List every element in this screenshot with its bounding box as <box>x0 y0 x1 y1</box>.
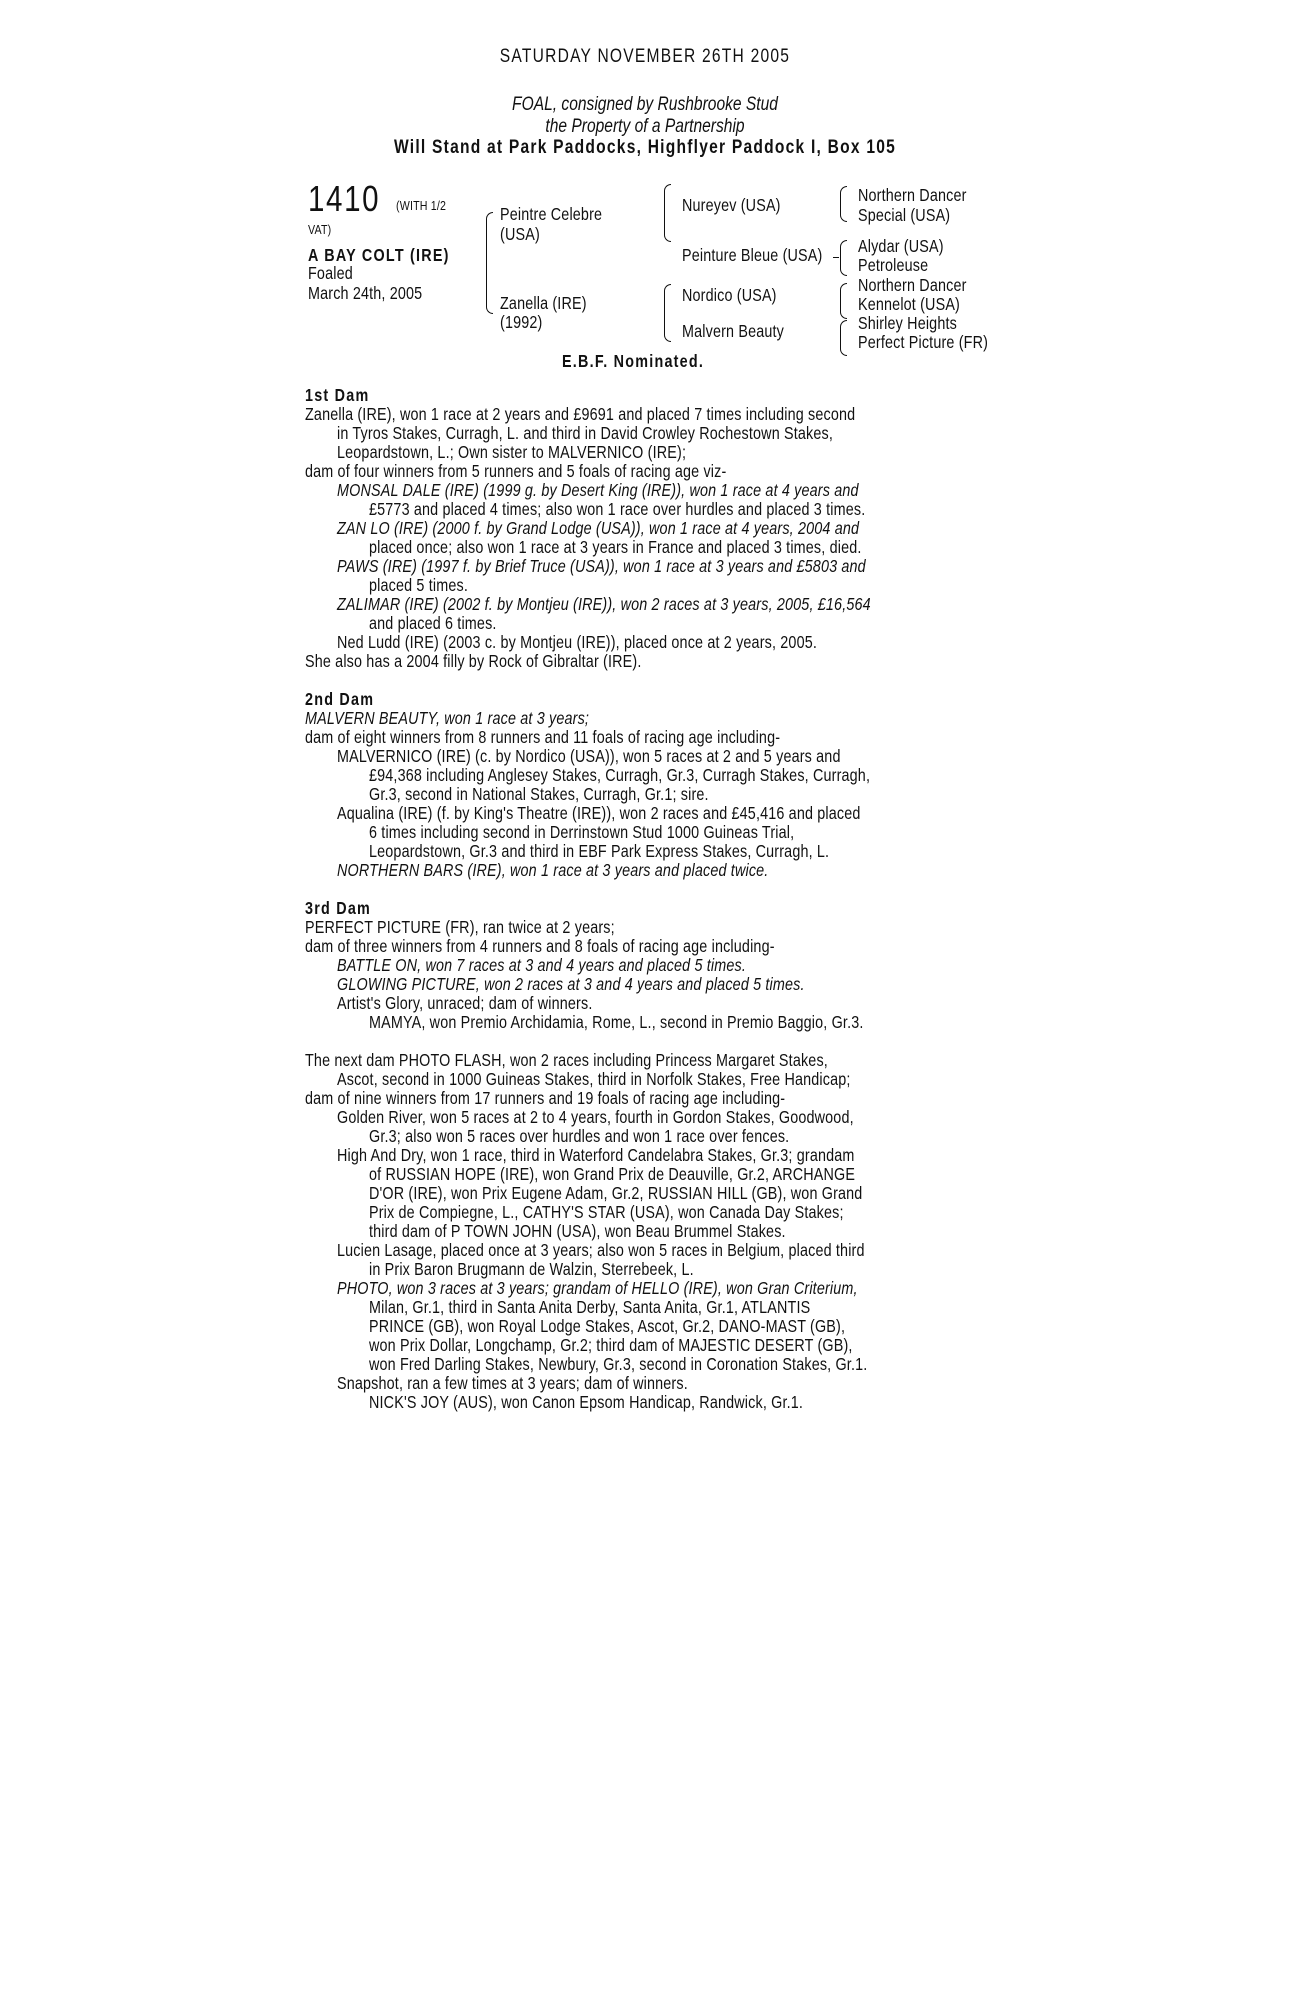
pedigree-dss: Northern Dancer <box>858 275 967 295</box>
text-line: dam of three winners from 4 runners and 8 foals of racing age including- <box>305 936 775 956</box>
brace-dd <box>840 320 847 356</box>
text-line: MONSAL DALE (IRE) (1999 g. by Desert King (IRE)), won 1 race at 4 years and <box>337 480 859 500</box>
foaled-date: March 24th, 2005 <box>308 283 423 303</box>
dam-line-brace <box>664 284 671 342</box>
text-line: Milan, Gr.1, third in Santa Anita Derby, Santa Anita, Gr.1, ATLANTIS <box>369 1297 811 1317</box>
text-line: ZAN LO (IRE) (2000 f. by Grand Lodge (USA)), won 1 race at 4 years, 2004 and <box>337 518 860 538</box>
pedigree-dds: Shirley Heights <box>858 313 957 333</box>
sale-date: SATURDAY NOVEMBER 26TH 2005 <box>499 46 791 67</box>
text-line: MALVERN BEAUTY, won 1 race at 3 years; <box>305 708 590 728</box>
text-line: BATTLE ON, won 7 races at 3 and 4 years and placed 5 times. <box>337 955 747 975</box>
brace-sd-stub <box>833 257 839 258</box>
brace-sd <box>840 240 847 276</box>
pedigree-dam-dam: Malvern Beauty <box>682 321 785 341</box>
text-line: Artist's Glory, unraced; dam of winners. <box>337 993 593 1013</box>
pedigree-sire-sire: Nureyev (USA) <box>682 195 781 215</box>
text-line: ZALIMAR (IRE) (2002 f. by Montjeu (IRE)), won 2 races at 3 years, 2005, £16,564 <box>337 594 871 614</box>
text-line: won Fred Darling Stakes, Newbury, Gr.3, second in Coronation Stakes, Gr.1. <box>369 1354 868 1374</box>
vat-note-cont: VAT) <box>308 222 332 237</box>
text-line: GLOWING PICTURE, won 2 races at 3 and 4 years and placed 5 times. <box>337 974 805 994</box>
text-line: Gr.3; also won 5 races over hurdles and won 1 race over fences. <box>369 1126 790 1146</box>
pedigree-dsd: Kennelot (USA) <box>858 294 961 314</box>
text-line: Leopardstown, L.; Own sister to MALVERNICO (IRE); <box>337 442 687 462</box>
pedigree-dam-sire: Nordico (USA) <box>682 285 777 305</box>
text-line: NORTHERN BARS (IRE), won 1 race at 3 years and placed twice. <box>337 860 769 880</box>
text-line: 3rd Dam <box>305 898 372 918</box>
text-line: of RUSSIAN HOPE (IRE), won Grand Prix de Deauville, Gr.2, ARCHANGE <box>369 1164 856 1184</box>
text-line: placed 5 times. <box>369 575 468 595</box>
text-line: dam of eight winners from 8 runners and 11 foals of racing age including- <box>305 727 781 747</box>
pedigree-ssd: Special (USA) <box>858 205 951 225</box>
text-line: 1st Dam <box>305 385 370 405</box>
text-line: She also has a 2004 filly by Rock of Gibraltar (IRE). <box>305 651 642 671</box>
text-line: Lucien Lasage, placed once at 3 years; also won 5 races in Belgium, placed third <box>337 1240 865 1260</box>
pedigree-sss: Northern Dancer <box>858 185 967 205</box>
text-line: Aqualina (IRE) (f. by King's Theatre (IRE)), won 2 races and £45,416 and placed <box>337 803 861 823</box>
text-line: dam of four winners from 5 runners and 5 foals of racing age viz- <box>305 461 727 481</box>
text-line: Zanella (IRE), won 1 race at 2 years and £9691 and placed 7 times including second <box>305 404 856 424</box>
text-line: MALVERNICO (IRE) (c. by Nordico (USA)), won 5 races at 2 and 5 years and <box>337 746 841 766</box>
text-line: Ned Ludd (IRE) (2003 c. by Montjeu (IRE)), placed once at 2 years, 2005. <box>337 632 818 652</box>
property-line: the Property of a Partnership <box>545 116 745 137</box>
text-line: 2nd Dam <box>305 689 375 709</box>
text-line: NICK'S JOY (AUS), won Canon Epsom Handicap, Randwick, Gr.1. <box>369 1392 804 1412</box>
text-line: PAWS (IRE) (1997 f. by Brief Truce (USA)), won 1 race at 3 years and £5803 and <box>337 556 866 576</box>
lot-title: A BAY COLT (IRE) <box>308 245 450 265</box>
text-line: in Tyros Stakes, Curragh, L. and third in David Crowley Rochestown Stakes, <box>337 423 834 443</box>
pedigree-ddd: Perfect Picture (FR) <box>858 332 989 352</box>
vat-note: (WITH 1/2 <box>396 198 447 213</box>
lot-number: 1410 <box>308 178 381 219</box>
text-line: placed once; also won 1 race at 3 years in France and placed 3 times, died. <box>369 537 862 557</box>
foaled-label: Foaled <box>308 263 353 283</box>
text-line: £5773 and placed 4 times; also won 1 race over hurdles and placed 3 times. <box>369 499 866 519</box>
text-line: PERFECT PICTURE (FR), ran twice at 2 years; <box>305 917 615 937</box>
text-line: Ascot, second in 1000 Guineas Stakes, third in Norfolk Stakes, Free Handicap; <box>337 1069 851 1089</box>
text-line: High And Dry, won 1 race, third in Waterford Candelabra Stakes, Gr.3; grandam <box>337 1145 855 1165</box>
stand-location: Will Stand at Park Paddocks, Highflyer Paddock I, Box 105 <box>393 137 897 158</box>
text-line: The next dam PHOTO FLASH, won 2 races including Princess Margaret Stakes, <box>305 1050 828 1070</box>
text-line: Gr.3, second in National Stakes, Curragh, Gr.1; sire. <box>369 784 709 804</box>
text-line: Prix de Compiegne, L., CATHY'S STAR (USA), won Canada Day Stakes; <box>369 1202 844 1222</box>
pedigree-sire: Peintre Celebre <box>500 204 603 224</box>
text-line: Snapshot, ran a few times at 3 years; dam of winners. <box>337 1373 688 1393</box>
text-line: and placed 6 times. <box>369 613 497 633</box>
text-line: Leopardstown, Gr.3 and third in EBF Park Express Stakes, Curragh, L. <box>369 841 830 861</box>
text-line: in Prix Baron Brugmann de Walzin, Sterrebeek, L. <box>369 1259 694 1279</box>
brace-ds <box>840 283 847 319</box>
text-line: 6 times including second in Derrinstown Stud 1000 Guineas Trial, <box>369 822 795 842</box>
text-line: £94,368 including Anglesey Stakes, Curragh, Gr.3, Curragh Stakes, Curragh, <box>369 765 871 785</box>
ebf-nomination: E.B.F. Nominated. <box>562 351 705 371</box>
sire-line-brace <box>664 184 671 242</box>
brace-ss <box>840 186 847 222</box>
consignor-line: FOAL, consigned by Rushbrooke Stud <box>512 94 778 115</box>
pedigree-dam-year: (1992) <box>500 312 543 332</box>
text-line: Golden River, won 5 races at 2 to 4 years, fourth in Gordon Stakes, Goodwood, <box>337 1107 854 1127</box>
pedigree-sds: Alydar (USA) <box>858 236 944 256</box>
text-line: MAMYA, won Premio Archidamia, Rome, L., second in Premio Baggio, Gr.3. <box>369 1012 864 1032</box>
sire-dam-brace <box>486 212 493 314</box>
text-line: PHOTO, won 3 races at 3 years; grandam of HELLO (IRE), won Gran Criterium, <box>337 1278 858 1298</box>
text-line: D'OR (IRE), won Prix Eugene Adam, Gr.2, RUSSIAN HILL (GB), won Grand <box>369 1183 863 1203</box>
pedigree-dam: Zanella (IRE) <box>500 293 587 313</box>
text-line: dam of nine winners from 17 runners and 19 foals of racing age including- <box>305 1088 786 1108</box>
pedigree-sdd: Petroleuse <box>858 255 929 275</box>
text-line: won Prix Dollar, Longchamp, Gr.2; third dam of MAJESTIC DESERT (GB), <box>369 1335 853 1355</box>
pedigree-sire-suffix: (USA) <box>500 224 540 244</box>
text-line: third dam of P TOWN JOHN (USA), won Beau Brummel Stakes. <box>369 1221 786 1241</box>
text-line: PRINCE (GB), won Royal Lodge Stakes, Ascot, Gr.2, DANO-MAST (GB), <box>369 1316 846 1336</box>
pedigree-sire-dam: Peinture Bleue (USA) <box>682 245 823 265</box>
